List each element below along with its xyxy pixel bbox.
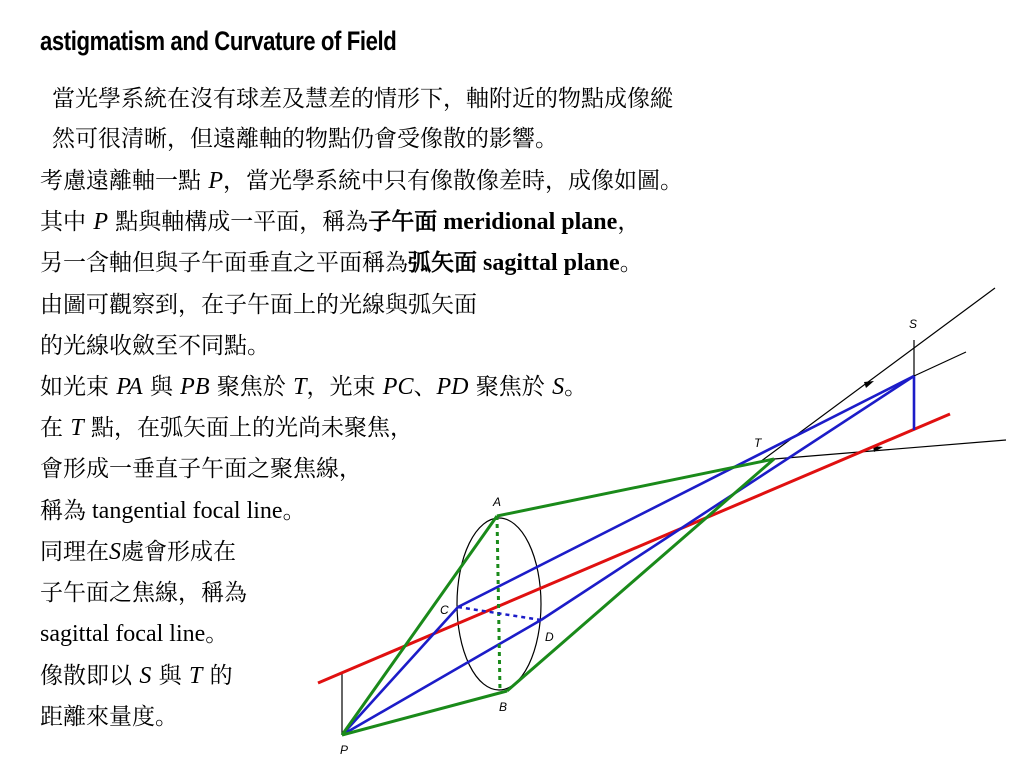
para-line-2: 然可很清晰，但遠離軸的物點仍會受像散的影響。 bbox=[52, 126, 558, 152]
para-line-14: sagittal focal line。 bbox=[40, 621, 229, 647]
para-line-6: 由圖可觀察到，在子午面上的光線與弧矢面 bbox=[40, 292, 477, 318]
para-line-5: 另一含軸但與子午面垂直之平面稱為弧矢面 sagittal plane。 bbox=[40, 249, 643, 276]
label-s: S bbox=[909, 317, 918, 331]
label-a: A bbox=[493, 495, 502, 509]
para-line-11: 稱為 tangential focal line。 bbox=[40, 498, 306, 524]
ray-pa bbox=[342, 516, 497, 735]
para-line-3: 考慮遠離軸一點 P，當光學系統中只有像散像差時，成像如圖。 bbox=[40, 168, 683, 194]
meridional-term: 子午面 bbox=[368, 208, 438, 235]
ray-arrows bbox=[864, 381, 883, 452]
para-line-1: 當光學系統在沒有球差及慧差的情形下，軸附近的物點成像縱 bbox=[52, 86, 673, 112]
chief-ray bbox=[318, 414, 950, 683]
label-p: P bbox=[340, 743, 349, 757]
para-line-4: 其中 P 點與軸構成一平面，稱為子午面 meridional plane， bbox=[40, 208, 641, 235]
astigmatism-diagram bbox=[300, 280, 1024, 768]
label-c: C bbox=[440, 603, 449, 617]
ray-c-s bbox=[458, 376, 914, 607]
arrow-head bbox=[864, 381, 874, 388]
para-line-12: 同理在S處會形成在 bbox=[40, 539, 236, 565]
label-t: T bbox=[754, 436, 762, 450]
para-line-13: 子午面之焦線，稱為 bbox=[40, 580, 247, 606]
label-b: B bbox=[499, 700, 508, 714]
ray-pd bbox=[342, 620, 541, 735]
ray-b-t bbox=[507, 459, 774, 691]
slide-title: astigmatism and Curvature of Field bbox=[40, 26, 397, 56]
para-line-15: 像散即以 S 與 T 的 bbox=[40, 663, 233, 689]
para-line-10: 會形成一垂直子午面之聚焦線， bbox=[40, 456, 362, 482]
para-line-9: 在 T 點，在弧矢面上的光尚未聚焦， bbox=[40, 415, 413, 441]
ray-t-outline bbox=[774, 440, 1006, 459]
ray-pc bbox=[342, 607, 458, 735]
tangential-rays bbox=[342, 459, 774, 735]
label-d: D bbox=[545, 630, 554, 644]
outline-rays bbox=[342, 288, 1006, 735]
para-line-8: 如光束 PA 與 PB 聚焦於 T，光束 PC、PD 聚焦於 S。 bbox=[40, 374, 588, 400]
sagittal-term: 弧矢面 bbox=[408, 249, 477, 276]
para-line-7: 的光線收斂至不同點。 bbox=[40, 333, 270, 359]
sagittal-rays bbox=[342, 376, 914, 735]
ray-s-outline bbox=[914, 352, 966, 376]
para-line-16: 距離來量度。 bbox=[40, 704, 178, 730]
meridional-dotted-line bbox=[497, 516, 500, 691]
